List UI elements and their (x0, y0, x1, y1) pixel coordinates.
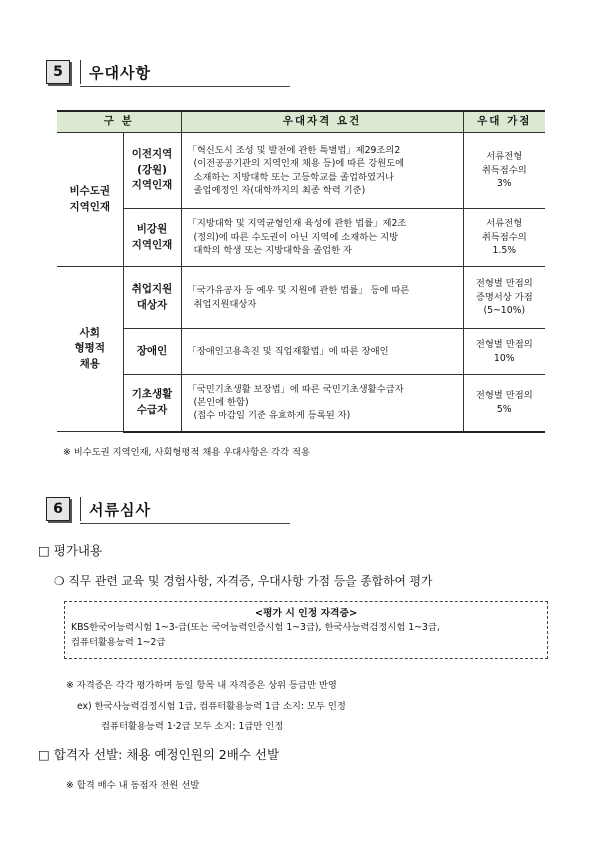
preference-table (57, 110, 545, 433)
section-number: 6 (46, 497, 70, 521)
section-title-wrap (80, 60, 151, 84)
group-label-line: 형평적 (74, 342, 105, 355)
selection-note: ※ 합격 배수 내 동점자 전원 선발 (66, 780, 200, 791)
section-number: 5 (46, 60, 70, 84)
points-line: 취득점수의 (481, 164, 527, 176)
points-cell (463, 133, 545, 209)
table-row (57, 133, 545, 209)
table-row (57, 267, 545, 329)
preference-note: ※ 비수도권 지역인재, 사회형평적 채용 우대사항은 각각 적용 (63, 447, 310, 458)
category-line: 대상자 (136, 298, 168, 311)
header-points: 우대 가점 (463, 111, 545, 133)
section-6-underline (80, 523, 290, 524)
requirement-line: 「장애인고용촉진 및 직업재활법」에 따른 장애인 (187, 345, 389, 357)
points-line: 전형별 만점의 (475, 278, 533, 290)
group-label-line: 비수도권 (69, 185, 111, 198)
requirement-line: 「혁신도시 조성 및 발전에 관한 특별법」제29조의2 (187, 144, 401, 156)
selection-heading: □ 합격자 선발: 채용 예정인원의 2배수 선발 (38, 747, 280, 762)
points-line: 전형별 만점의 (475, 339, 533, 351)
points-line: 3% (496, 178, 512, 190)
group-label-line: 사회 (79, 327, 100, 340)
requirement-cell (181, 329, 463, 375)
table-row (57, 375, 545, 432)
points-line: 서류전형 (486, 151, 523, 163)
category-line: 수급자 (136, 403, 168, 416)
certificate-box (64, 601, 548, 659)
requirement-line: (이전공공기관의 지역인재 채용 등)에 따른 강원도에 (193, 158, 405, 170)
evaluation-content-heading: □ 평가내용 (38, 543, 103, 558)
requirement-line: 소재하는 지방대학 또는 고등학교를 졸업하였거나 (193, 171, 394, 183)
category-line: 이전지역 (131, 147, 173, 160)
section-5-underline (80, 86, 290, 87)
table-header-row (57, 111, 545, 133)
category-gangwon-local (123, 133, 181, 209)
group-label-line: 지역인재 (69, 200, 111, 213)
certificate-line: 컴퓨터활용능력 1~2급 (71, 636, 166, 648)
evaluation-content-item: ❍ 직무 관련 교육 및 경험사항, 자격증, 우대사항 가점 등을 종합하여 평가 (54, 574, 433, 588)
section-title: 서류심사 (89, 500, 151, 519)
points-line: 10% (493, 352, 515, 364)
points-line: (5~10%) (483, 305, 526, 317)
category-line: 장애인 (136, 344, 168, 357)
requirement-cell (181, 209, 463, 267)
requirement-line: 「국가유공자 등 예우 및 지원에 관한 법률」 등에 따른 (187, 285, 410, 297)
requirement-line: (접수 마감일 기준 유효하게 등록된 자) (193, 410, 351, 422)
category-line: (강원) (137, 163, 167, 176)
requirement-line: 「국민기초생활 보장법」에 따른 국민기초생활수급자 (187, 383, 404, 395)
certificate-example-2: 컴퓨터활용능력 1·2급 모두 소지: 1급만 인정 (101, 721, 284, 732)
points-cell (463, 267, 545, 329)
section-6-heading (46, 497, 151, 521)
requirement-line: 대학의 학생 또는 지방대학을 졸업한 자 (193, 245, 352, 257)
header-category: 구 분 (57, 111, 181, 133)
certificate-box-title: <평가 시 인정 자격증> (254, 608, 358, 619)
category-non-gangwon-local (123, 209, 181, 267)
points-line: 1.5% (492, 245, 517, 257)
section-5-heading (46, 60, 151, 84)
category-line: 취업지원 (131, 282, 173, 295)
points-cell (463, 209, 545, 267)
requirement-line: 「지방대학 및 지역균형인재 육성에 관한 법률」제2조 (187, 218, 407, 230)
category-line: 비강원 (136, 222, 168, 235)
group-label-regional (57, 133, 123, 267)
points-line: 5% (496, 403, 512, 415)
certificate-example-1: ex) 한국사능력검정시험 1급, 컴퓨터활용능력 1급 소지: 모두 인정 (77, 701, 346, 712)
requirement-cell (181, 267, 463, 329)
category-disabled (123, 329, 181, 375)
requirement-line: (본인에 한함) (193, 397, 249, 409)
category-line: 기초생활 (131, 388, 173, 400)
category-basic-livelihood (123, 375, 181, 432)
certificate-line: KBS한국어능력시험 1~3-급(또는 국어능력인증시험 1~3급), 한국사능력검정시험 1~3급, (71, 622, 440, 634)
group-label-social-equity (57, 267, 123, 432)
points-cell (463, 329, 545, 375)
requirement-line: 졸업예정인 자(대학까지의 최종 학력 기준) (193, 184, 366, 196)
points-line: 서류전형 (486, 218, 523, 230)
table-row (57, 329, 545, 375)
table-row (57, 209, 545, 267)
category-line: 지역인재 (131, 238, 173, 251)
section-title: 우대사항 (89, 63, 151, 82)
certificate-note: ※ 자격증은 각각 평가하며 동일 항목 내 자격증은 상위 등급만 반영 (66, 680, 337, 691)
category-line: 지역인재 (131, 179, 173, 192)
requirement-line: 취업지원대상자 (193, 298, 257, 310)
requirement-line: (정의)에 따른 수도권이 아닌 지역에 소재하는 지방 (193, 231, 399, 243)
requirement-cell (181, 375, 463, 432)
category-employment-support (123, 267, 181, 329)
points-line: 취득점수의 (481, 231, 527, 243)
requirement-cell (181, 133, 463, 209)
points-cell (463, 375, 545, 432)
points-line: 증명서상 가점 (475, 291, 533, 303)
header-requirement: 우대자격 요건 (181, 111, 463, 133)
group-label-line: 채용 (79, 357, 100, 370)
points-line: 전형별 만점의 (475, 390, 533, 402)
section-title-wrap (80, 497, 151, 521)
